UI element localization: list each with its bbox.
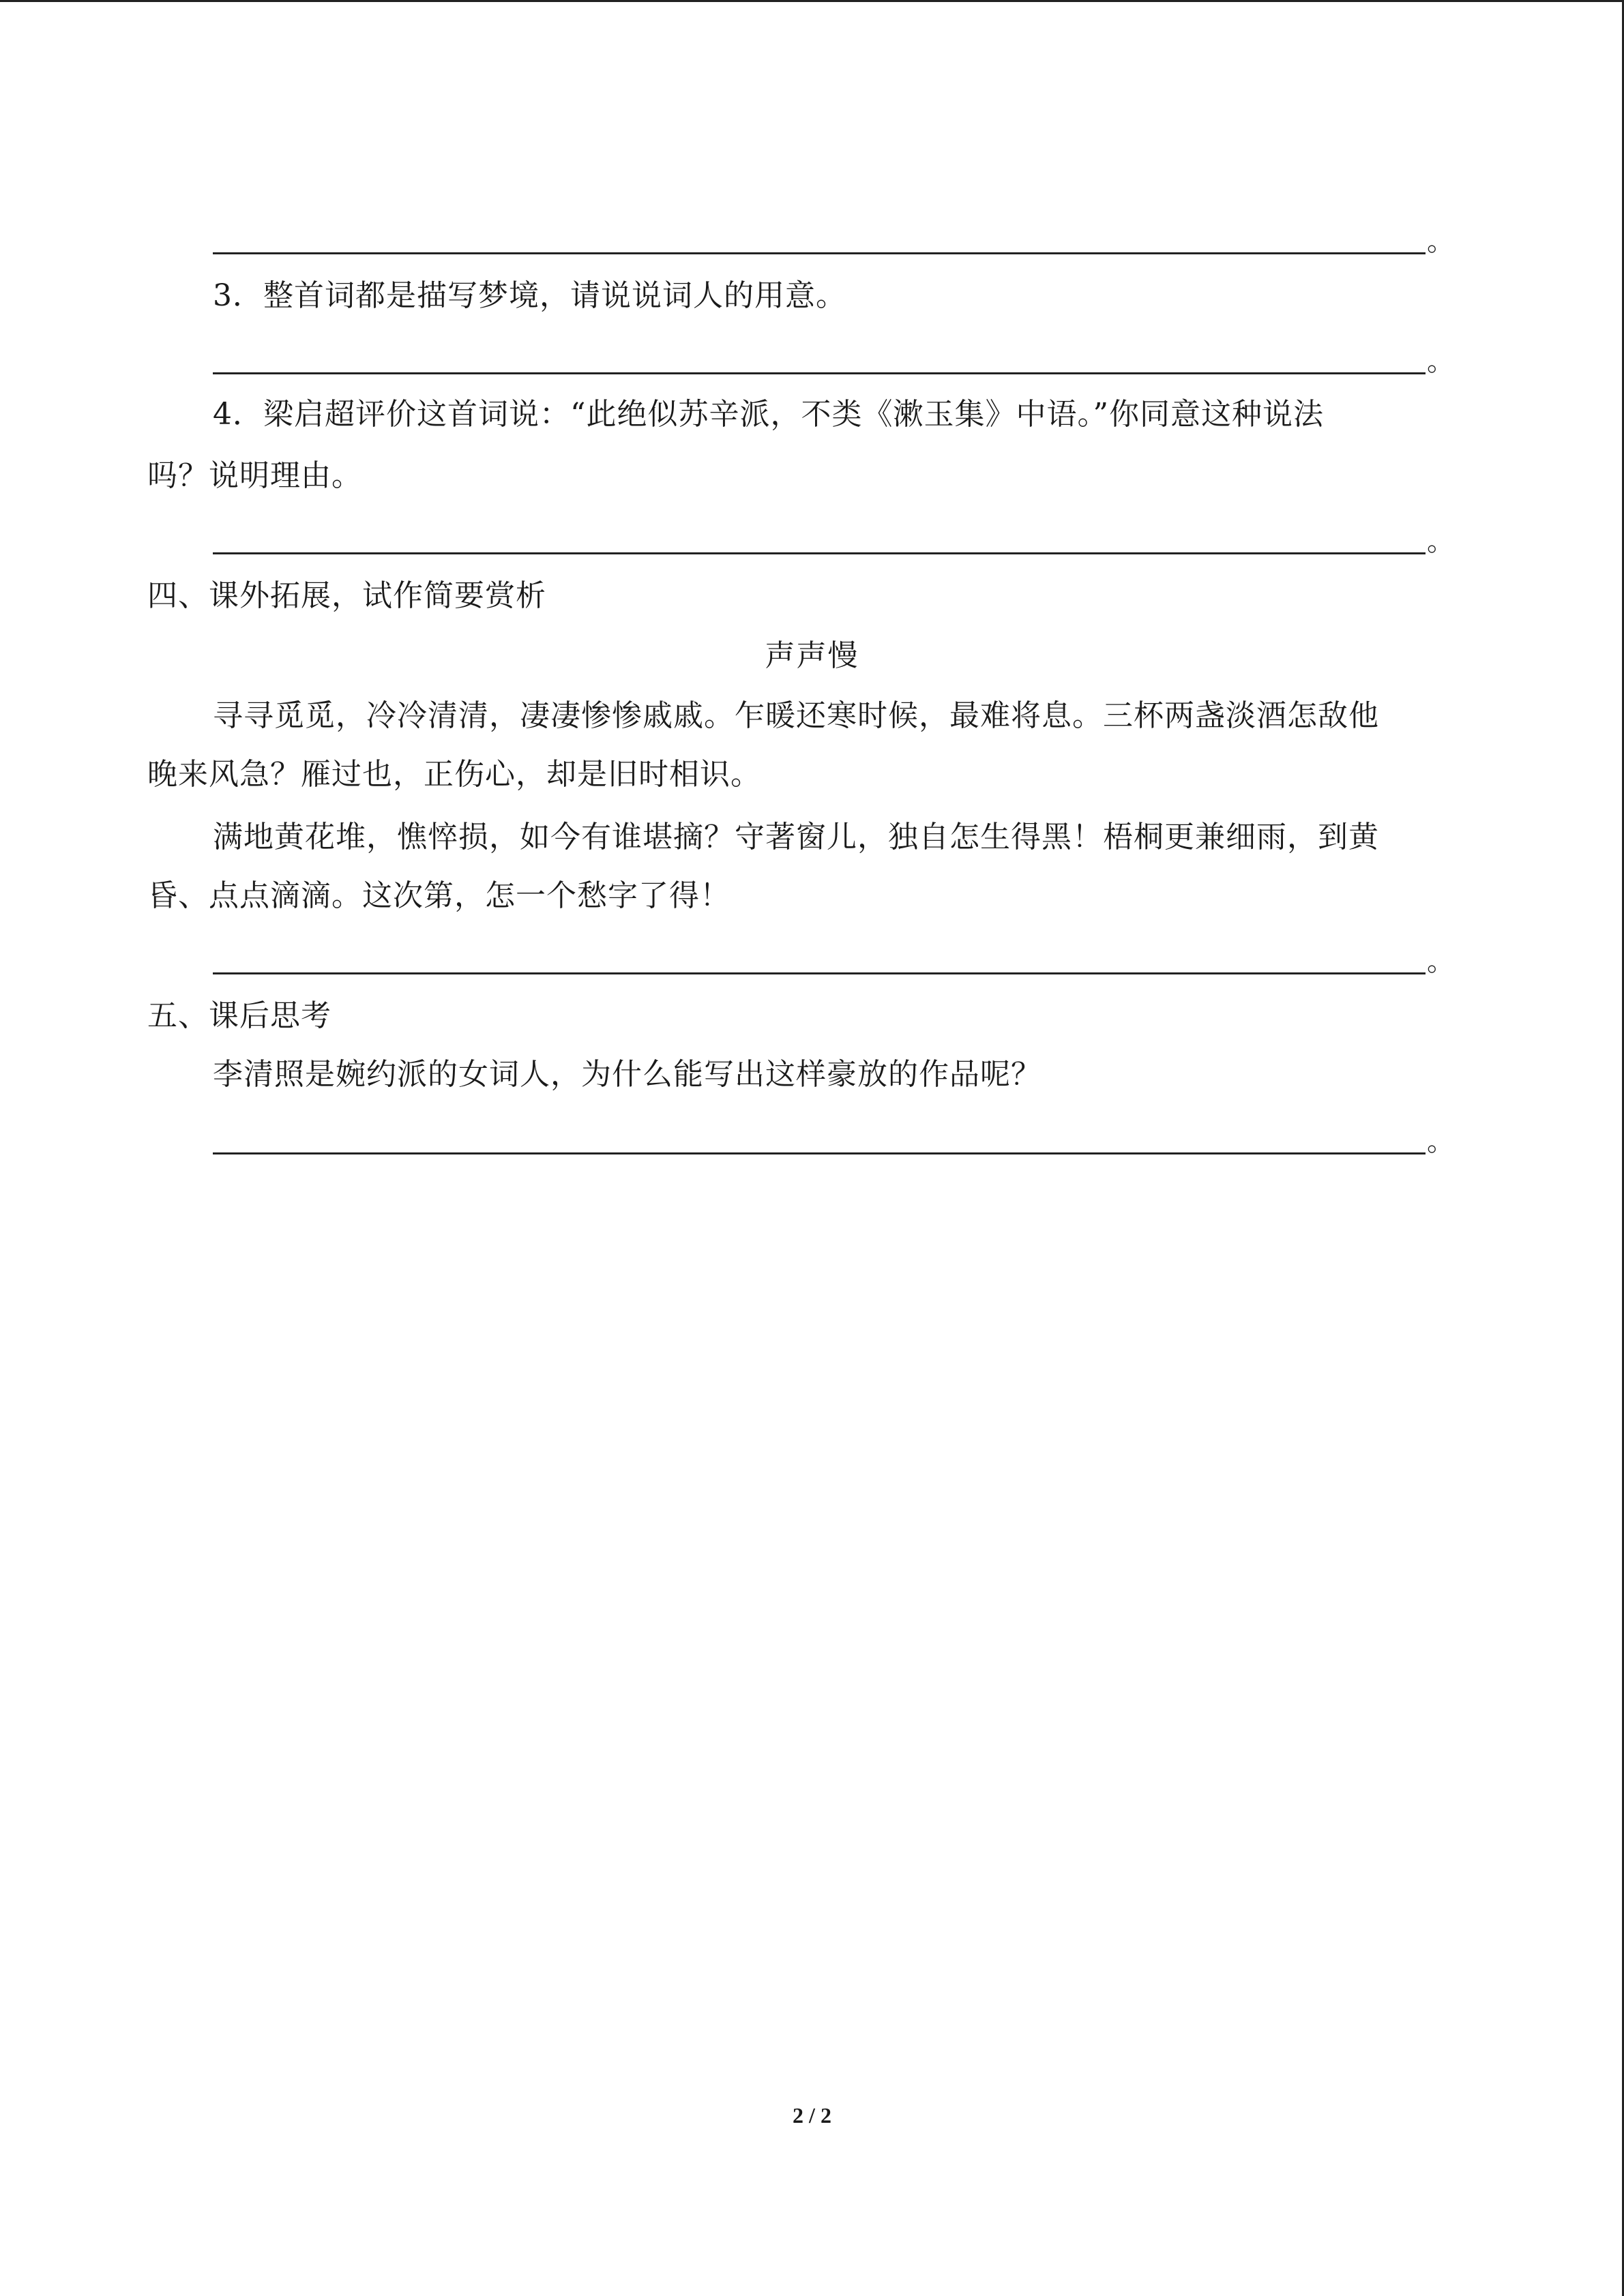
poem-stanza-1-line-1: 寻寻觅觅，冷冷清清，凄凄惨惨戚戚。乍暖还寒时候，最难将息。三杯两盏淡酒怎敌他 [213,698,1379,733]
poem-stanza-1-line-2: 晚来风急？雁过也，正伤心，却是旧时相识。 [147,757,761,792]
page-number: 2 / 2 [793,2103,831,2128]
question-4-line-1: 4．梁启超评价这首词说：“此绝似苏辛派，不类《漱玉集》中语。”你同意这种说法 [213,397,1324,432]
answer-line-period: 。 [1427,226,1454,257]
question-4-line-2: 吗？说明理由。 [147,458,362,493]
answer-line-period: 。 [1427,526,1454,557]
section-5-heading: 五、课后思考 [147,998,331,1033]
poem-stanza-2-line-1: 满地黄花堆，憔悴损，如今有谁堪摘？守著窗儿，独自怎生得黑！梧桐更兼细雨，到黄 [213,820,1379,854]
answer-line-period: 。 [1427,1126,1454,1157]
poem-stanza-2-line-2: 昏、点点滴滴。这次第，怎一个愁字了得！ [147,878,730,913]
section-4-heading: 四、课外拓展，试作简要赏析 [147,578,546,613]
answer-line-period: 。 [1427,946,1454,977]
answer-line-q3[interactable] [213,372,1426,374]
section-5-question: 李清照是婉约派的女词人，为什么能写出这样豪放的作品呢？ [213,1057,1042,1092]
page-border-top [0,0,1624,2]
answer-line-period: 。 [1427,346,1454,377]
answer-line-q4[interactable] [213,552,1426,554]
answer-line-section-4[interactable] [213,972,1426,974]
answer-line-section-5[interactable] [213,1152,1426,1154]
answer-line-q2[interactable] [213,252,1426,254]
poem-title: 声声慢 [765,638,859,673]
question-3: 3．整首词都是描写梦境，请说说词人的用意。 [213,278,846,313]
